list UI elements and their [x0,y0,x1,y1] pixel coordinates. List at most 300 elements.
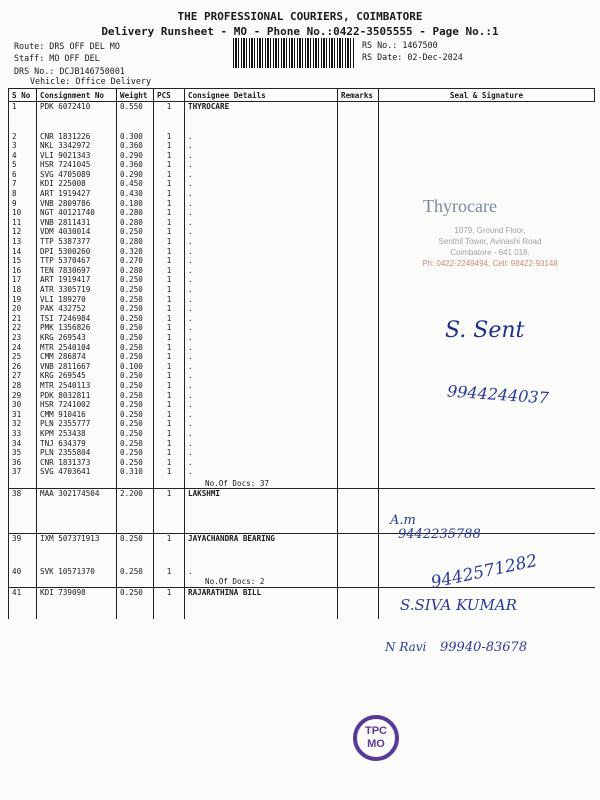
weight-cell: 0.550 [117,102,154,132]
pcs-cell: 1 [154,189,185,199]
table-cell [9,477,37,489]
signature-cell [379,467,595,477]
weight-cell: 0.280 [117,237,154,247]
remarks-cell [338,323,379,333]
table-cell [338,577,379,587]
tpc-seal-top: TPC [365,725,387,737]
consignee-cell: . [185,314,338,324]
company-title: THE PROFESSIONAL COURIERS, COIMBATORE [177,10,423,23]
consignment-cell: KPM 253438 [37,429,117,439]
consignment-cell: VDM 4030014 [37,227,117,237]
signature-cell [379,179,595,189]
sno-cell: 13 [9,237,37,247]
pcs-cell: 1 [154,458,185,468]
table-row [9,160,595,170]
route-label: Route: DRS OFF DEL MO [14,41,120,51]
consignment-cell: CMM 910416 [37,410,117,420]
sno-cell: 5 [9,160,37,170]
sno-cell: 38 [9,489,37,499]
consignment-cell: PMK 1356826 [37,323,117,333]
consignee-cell: . [185,439,338,449]
consignment-cell: KDI 739098 [37,587,117,597]
remarks-cell [338,179,379,189]
sno-cell: 37 [9,467,37,477]
consignee-cell: . [185,567,338,577]
table-cell [37,544,117,567]
pcs-cell: 1 [154,151,185,161]
handwritten-name: S.SIVA KUMAR [400,596,517,614]
stamp-line: 1079, Ground Floor, [454,226,526,235]
consignee-cell: . [185,419,338,429]
consignment-cell: KRG 269545 [37,371,117,381]
table-row [9,132,595,142]
table-row [9,477,595,489]
sno-cell: 35 [9,448,37,458]
weight-cell: 0.290 [117,170,154,180]
weight-cell: 0.250 [117,285,154,295]
pcs-cell: 1 [154,208,185,218]
signature-cell [379,275,595,285]
table-cell [338,544,379,567]
table-cell [37,499,117,534]
remarks-cell [338,534,379,544]
sno-cell: 30 [9,400,37,410]
table-cell [117,597,154,619]
table-row [9,179,595,189]
pcs-cell: 1 [154,227,185,237]
table-row [9,151,595,161]
weight-cell: 0.250 [117,458,154,468]
signature-cell [379,285,595,295]
pcs-cell: 1 [154,343,185,353]
remarks-cell [338,151,379,161]
pcs-cell: 1 [154,266,185,276]
consignment-cell: CNR 1831373 [37,458,117,468]
pcs-cell: 1 [154,410,185,420]
handwritten-phone-3: 9442571282 [429,550,540,594]
sno-cell: 28 [9,381,37,391]
table-cell [154,477,185,489]
weight-cell: 0.250 [117,534,154,544]
consignee-cell: . [185,458,338,468]
table-cell [185,499,338,534]
consignment-cell: ATR 3305719 [37,285,117,295]
consignee-cell: . [185,410,338,420]
weight-cell: 2.200 [117,489,154,499]
table-cell [154,544,185,567]
remarks-cell [338,141,379,151]
weight-cell: 0.250 [117,400,154,410]
handwritten-phone-2: 9442235788 [398,527,481,542]
remarks-cell [338,467,379,477]
sno-cell: 22 [9,323,37,333]
table-row [9,439,595,449]
consignee-cell: . [185,160,338,170]
sno-cell: 7 [9,179,37,189]
pcs-cell: 1 [154,567,185,577]
weight-cell: 0.250 [117,567,154,577]
table-row [9,275,595,285]
signature-cell [379,141,595,151]
table-cell [154,577,185,587]
sno-cell: 27 [9,371,37,381]
stamp-line: Coimbatore - 641 018. [450,248,530,257]
consignment-cell: MTR 2540104 [37,343,117,353]
signature-cell [379,439,595,449]
weight-cell: 0.250 [117,371,154,381]
weight-cell: 0.180 [117,199,154,209]
consignment-cell: PLN 2355804 [37,448,117,458]
consignment-cell: SVK 10571370 [37,567,117,577]
table-cell [338,477,379,489]
pcs-cell: 1 [154,467,185,477]
table-row [9,371,595,381]
sno-cell: 41 [9,587,37,597]
consignee-cell: . [185,381,338,391]
signature-2: A.m [390,513,416,528]
table-row [9,458,595,468]
signature-cell [379,343,595,353]
weight-cell: 0.250 [117,429,154,439]
table-header-row [9,89,595,102]
rs-number: RS No.: 1467500 [362,40,438,50]
signature-cell [379,489,595,499]
pcs-cell: 1 [154,141,185,151]
consignee-cell: JAYACHANDRA BEARING [185,534,338,544]
table-row [9,295,595,305]
consignee-cell: . [185,132,338,142]
remarks-cell [338,285,379,295]
consignment-cell: NGT 40121740 [37,208,117,218]
pcs-cell: 1 [154,179,185,189]
table-cell [379,477,595,489]
consignment-cell: VNB 2811667 [37,362,117,372]
pcs-cell: 1 [154,439,185,449]
consignee-cell: . [185,371,338,381]
consignee-cell: . [185,237,338,247]
table-cell [117,499,154,534]
pcs-cell: 1 [154,489,185,499]
table-row [9,410,595,420]
consignee-cell: . [185,141,338,151]
consignee-cell: . [185,323,338,333]
pcs-cell: 1 [154,218,185,228]
sno-cell: 2 [9,132,37,142]
weight-cell: 0.280 [117,218,154,228]
weight-cell: 0.270 [117,256,154,266]
remarks-cell [338,400,379,410]
signature-cell [379,448,595,458]
remarks-cell [338,381,379,391]
runsheet-subtitle: Delivery Runsheet - MO - Phone No.:0422-3505555 - Page No.:1 [101,25,499,38]
consignment-cell: TEN 7830697 [37,266,117,276]
table-row [9,419,595,429]
consignment-cell: VLI 189270 [37,295,117,305]
col-consignment: Consignment No [37,89,117,102]
runsheet-table [8,88,595,619]
table-cell [9,597,37,619]
consignee-cell: . [185,199,338,209]
remarks-cell [338,352,379,362]
sno-cell: 16 [9,266,37,276]
remarks-cell [338,458,379,468]
sno-cell: 10 [9,208,37,218]
consignee-cell: . [185,208,338,218]
weight-cell: 0.250 [117,381,154,391]
remarks-cell [338,587,379,597]
stamp-line: Ph: 0422-2249494, Cell: 98422-93148 [422,259,558,268]
consignee-cell: THYROCARE [185,102,338,132]
sno-cell: 36 [9,458,37,468]
weight-cell: 0.250 [117,439,154,449]
remarks-cell [338,275,379,285]
table-row [9,448,595,458]
table-cell [338,597,379,619]
docs-count: No.Of Docs: 37 [185,477,338,489]
pcs-cell: 1 [154,170,185,180]
pcs-cell: 1 [154,534,185,544]
sno-cell: 3 [9,141,37,151]
remarks-cell [338,567,379,577]
table-row [9,499,595,534]
sno-cell: 29 [9,391,37,401]
pcs-cell: 1 [154,323,185,333]
consignee-cell: . [185,362,338,372]
consignee-cell: . [185,333,338,343]
sno-cell: 33 [9,429,37,439]
table-cell [154,597,185,619]
weight-cell: 0.450 [117,179,154,189]
weight-cell: 0.250 [117,275,154,285]
consignee-cell: . [185,467,338,477]
sno-cell: 9 [9,199,37,209]
weight-cell: 0.250 [117,314,154,324]
weight-cell: 0.320 [117,247,154,257]
pcs-cell: 1 [154,333,185,343]
sno-cell: 1 [9,102,37,132]
staff-label: Staff: MO OFF DEL [14,53,100,63]
weight-cell: 0.250 [117,352,154,362]
consignment-cell: TTP 5370467 [37,256,117,266]
table-cell [9,544,37,567]
consignee-cell: . [185,343,338,353]
pcs-cell: 1 [154,285,185,295]
pcs-cell: 1 [154,448,185,458]
remarks-cell [338,410,379,420]
weight-cell: 0.360 [117,141,154,151]
handwritten-phone-1: 9944244037 [446,381,550,408]
col-sno: S No [9,89,37,102]
docs-count: No.Of Docs: 2 [185,577,338,587]
stamp-line: Senthil Tower, Avinashi Road [438,237,542,246]
weight-cell: 0.250 [117,343,154,353]
weight-cell: 0.100 [117,362,154,372]
table-row [9,534,595,544]
sno-cell: 39 [9,534,37,544]
pcs-cell: 1 [154,362,185,372]
pcs-cell: 1 [154,160,185,170]
weight-cell: 0.250 [117,419,154,429]
consignment-cell: MAA 302174504 [37,489,117,499]
signature-cell [379,352,595,362]
remarks-cell [338,391,379,401]
consignment-cell: CNR 1831226 [37,132,117,142]
consignee-cell: . [185,285,338,295]
table-cell [185,597,338,619]
signature-cell [379,362,595,372]
signature-cell [379,102,595,132]
consignee-cell: . [185,295,338,305]
weight-cell: 0.360 [117,160,154,170]
sno-cell: 15 [9,256,37,266]
tpc-seal-bottom: MO [367,738,385,750]
table-row [9,467,595,477]
pcs-cell: 1 [154,419,185,429]
consignment-cell: HSR 7241002 [37,400,117,410]
signature-cell [379,458,595,468]
signature-cell [379,429,595,439]
signature-cell [379,371,595,381]
table-row [9,285,595,295]
signature-cell [379,295,595,305]
pcs-cell: 1 [154,381,185,391]
table-row [9,343,595,353]
table-cell [37,577,117,587]
consignment-cell: HSR 7241045 [37,160,117,170]
consignment-cell: PAK 432752 [37,304,117,314]
consignment-cell: DPI 5300260 [37,247,117,257]
table-cell [9,577,37,587]
sno-cell: 4 [9,151,37,161]
consignment-cell: PDK 6072410 [37,102,117,132]
consignment-cell: ART 1919427 [37,189,117,199]
remarks-cell [338,489,379,499]
tpc-seal [353,715,399,761]
remarks-cell [338,448,379,458]
table-row [9,304,595,314]
consignee-cell: . [185,151,338,161]
sno-cell: 40 [9,567,37,577]
remarks-cell [338,170,379,180]
consignment-cell: TTP 5387377 [37,237,117,247]
consignee-cell: . [185,429,338,439]
remarks-cell [338,256,379,266]
sno-cell: 24 [9,343,37,353]
weight-cell: 0.300 [117,132,154,142]
remarks-cell [338,429,379,439]
sno-cell: 17 [9,275,37,285]
remarks-cell [338,102,379,132]
consignment-cell: CMM 286874 [37,352,117,362]
signature-cell [379,132,595,142]
table-row [9,141,595,151]
remarks-cell [338,333,379,343]
table-cell [9,499,37,534]
consignee-cell: . [185,304,338,314]
sno-cell: 8 [9,189,37,199]
weight-cell: 0.250 [117,227,154,237]
weight-cell: 0.430 [117,189,154,199]
pcs-cell: 1 [154,237,185,247]
pcs-cell: 1 [154,391,185,401]
weight-cell: 0.250 [117,448,154,458]
pcs-cell: 1 [154,314,185,324]
table-cell [117,477,154,489]
weight-cell: 0.250 [117,304,154,314]
consignment-cell: SVG 4703641 [37,467,117,477]
sno-cell: 6 [9,170,37,180]
signature-cell [379,151,595,161]
signature-cell [379,419,595,429]
remarks-cell [338,362,379,372]
weight-cell: 0.310 [117,467,154,477]
consignee-cell: . [185,218,338,228]
consignee-cell: . [185,247,338,257]
consignment-cell: KRG 269543 [37,333,117,343]
consignee-cell: . [185,179,338,189]
col-consignee: Consignee Details [185,89,338,102]
signature-cell [379,410,595,420]
remarks-cell [338,247,379,257]
table-cell [37,477,117,489]
remarks-cell [338,266,379,276]
remarks-cell [338,132,379,142]
sno-cell: 26 [9,362,37,372]
sno-cell: 32 [9,419,37,429]
weight-cell: 0.280 [117,266,154,276]
weight-cell: 0.250 [117,391,154,401]
pcs-cell: 1 [154,256,185,266]
table-row [9,362,595,372]
table-cell [338,499,379,534]
remarks-cell [338,304,379,314]
remarks-cell [338,160,379,170]
table-cell [37,597,117,619]
col-remarks: Remarks [338,89,379,102]
sno-cell: 23 [9,333,37,343]
table-cell [185,544,338,567]
signature-4: N Ravi [385,640,427,654]
remarks-cell [338,237,379,247]
weight-cell: 0.250 [117,295,154,305]
table-cell [117,577,154,587]
consignee-cell: . [185,275,338,285]
table-row [9,577,595,587]
remarks-cell [338,199,379,209]
consignment-cell: MTR 2540113 [37,381,117,391]
consignment-cell: PDK 8032811 [37,391,117,401]
pcs-cell: 1 [154,371,185,381]
consignee-cell: . [185,391,338,401]
col-seal-signature: Seal & Signature [379,89,595,102]
remarks-cell [338,314,379,324]
table-row [9,489,595,499]
consignment-cell: TSI 7246984 [37,314,117,324]
consignee-cell: . [185,266,338,276]
vehicle-label: Vehicle: Office Delivery [30,76,152,86]
signature-cell [379,160,595,170]
pcs-cell: 1 [154,199,185,209]
signature-1: S. Sent [445,318,525,343]
pcs-cell: 1 [154,102,185,132]
pcs-cell: 1 [154,587,185,597]
thyrocare-logo: Thyrocare [423,196,497,216]
sno-cell: 11 [9,218,37,228]
thyrocare-stamp [395,196,585,276]
consignee-cell: . [185,352,338,362]
signature-cell [379,304,595,314]
consignee-cell: . [185,189,338,199]
